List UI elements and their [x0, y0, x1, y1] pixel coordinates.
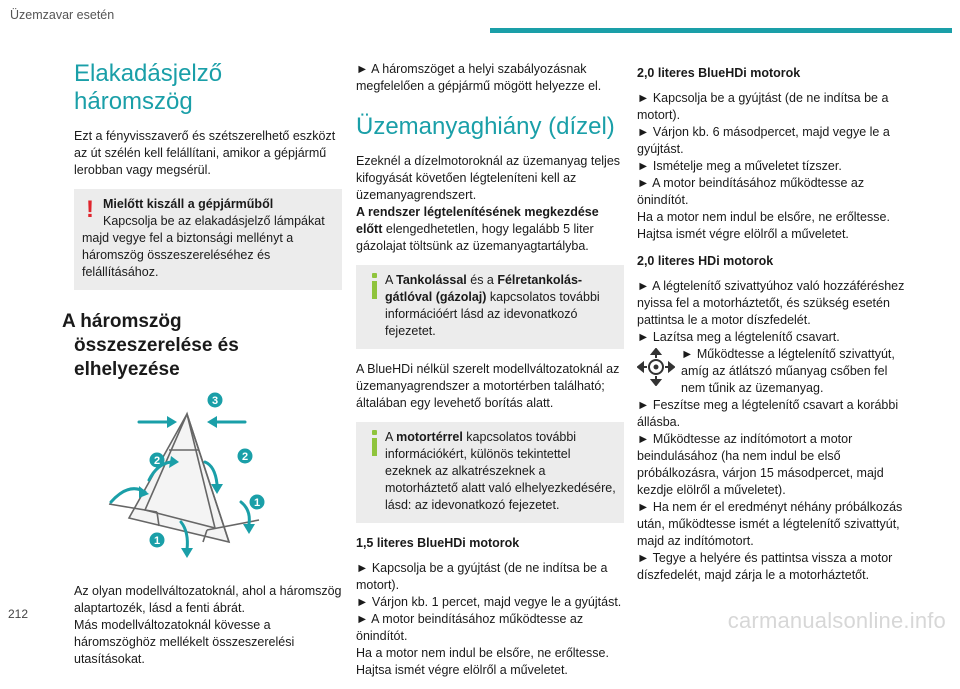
intro-paragraph: Ezt a fényvisszaverő és szétszerelhető eszközt az út szélén kell felállítani, amikor a gépjármű lerobban vagy megsérül. [74, 129, 336, 177]
warning-notice [74, 189, 342, 290]
figure-label-3: 3 [211, 395, 219, 407]
heading-20-hdi: 2,0 literes HDi motorok [637, 254, 774, 268]
bleed-pump-icon [637, 348, 675, 386]
column-3 [637, 61, 909, 584]
warning-text: Kapcsolja be az elakadásjelző lámpákat majd vegye fel a biztonsági mellényt a háromszög összeszereléséhez és felállításához. [82, 214, 325, 279]
info-icon [368, 273, 382, 299]
fuel-system-location: A BlueHDi nélkül szerelt modellváltozatoknál az üzemanyagrendszer a motortérben található; általában egy levehető borítás alatt. [356, 362, 620, 410]
section-title-warning-triangle: Elakadásjelző háromszög [74, 60, 223, 115]
steps-15-bluehdi: ► Kapcsolja be a gyújtást (de ne indítsa be a motort). ► Várjon kb. 1 percet, majd vegye le a gyújtást. ► A motor beindításához működtesse az önindítót. Ha a motor nem indul be elsőre, ne erőltesse. Hajtsa ismét végre elölről a műveletet. [356, 561, 622, 677]
triangle-assembly-illustration [99, 392, 275, 568]
subsection-title-assembly: A háromszög összeszerelése és elhelyezése [62, 311, 239, 380]
fuel-outage-paragraph-2: A rendszer légtelenítésének megkezdése előtt elengedhetetlen, hogy legalább 5 liter gázolajat töltsünk az üzemanyagtartályba. [356, 205, 599, 253]
figure-note: Az olyan modellváltozatoknál, ahol a háromszög alaptartozék, lásd a fenti ábrát. Más modellváltozatoknál kövesse a háromszöghöz mellékelt összeszerelési utasításokat. [74, 584, 342, 666]
figure-label-2-left: 2 [153, 455, 161, 467]
figure-label-2-right: 2 [241, 451, 249, 463]
steps-20-bluehdi: ► Kapcsolja be a gyújtást (de ne indítsa be a motort). ► Várjon kb. 6 másodpercet, majd vegye le a gyújtást. ► Ismételje meg a műveletet tízszer. ► A motor beindításához működtesse az önindítót. Ha a motor nem indul be elsőre, ne erőltesse. Hajtsa ismét végre elölről a műveletet. [637, 91, 890, 241]
info-notice-refuelling: A Tankolással és a Félretankolás-gátlóval (gázolaj) kapcsolatos további információért lásd az idevonatkozó fejezetet. [356, 265, 624, 349]
figure-label-1-right: 1 [253, 497, 261, 509]
page-number: 212 [8, 607, 29, 621]
column-1 [62, 50, 342, 668]
warning-title: Mielőtt kiszáll a gépjárműből [103, 197, 274, 211]
steps-20-hdi: ► A légtelenítő szivattyúhoz való hozzáféréshez nyissa fel a motorháztetőt, és szükség esetén pattintsa le a motor díszfedelét. ► Lazítsa meg a légtelenítő csavart. ► Működtesse a légtelenítő szivattyút, amíg az átlátszó műanyag csőben fel nem tűnik az üzemanyag. ► Feszítse meg a légtelenítő csavart a korábbi állásba. ► Működtesse az indítómotort a motor beindulásához (ha nem indul be első próbálkozásra, várjon 15 másodpercet, majd kezdje elölről a műveletet). ► Ha nem ér el eredményt néhány próbálkozás után, működtesse ismét a légtelenítő szivattyút, majd az indítómotort. ► Tegye a helyére és pattintsa vissza a motor díszfedelét, majd zárja le a motorháztetőt. [637, 279, 905, 582]
running-header: Üzemzavar esetén [10, 8, 115, 22]
watermark: carmanualsonline.info [727, 608, 946, 633]
info-notice-engine-bay: A motortérrel kapcsolatos további információkért, különös tekintettel ezeknek az alkatrészeknek a motorháztető alatt való elhelyezkedésére, lásd: az idevonatkozó fejezetet. [356, 422, 624, 523]
section-title-fuel-outage: Üzemanyaghiány (dízel) [356, 113, 615, 140]
column-2 [356, 61, 624, 689]
heading-15-bluehdi: 1,5 literes BlueHDi motorok [356, 536, 520, 550]
placement-step: ► A háromszöget a helyi szabályozásnak megfelelően a gépjármű mögött helyezze el. [356, 62, 602, 93]
fuel-outage-paragraph-1: Ezeknél a dízelmotoroknál az üzemanyag teljes kifogyását követően légteleníteni kell az üzemanyagrendszert. [356, 154, 621, 202]
figure-label-1-left: 1 [153, 535, 161, 547]
exclamation-icon: ! [86, 196, 94, 223]
heading-20-bluehdi: 2,0 literes BlueHDi motorok [637, 66, 801, 80]
info-icon [368, 430, 382, 456]
header-accent-bar [490, 28, 952, 33]
